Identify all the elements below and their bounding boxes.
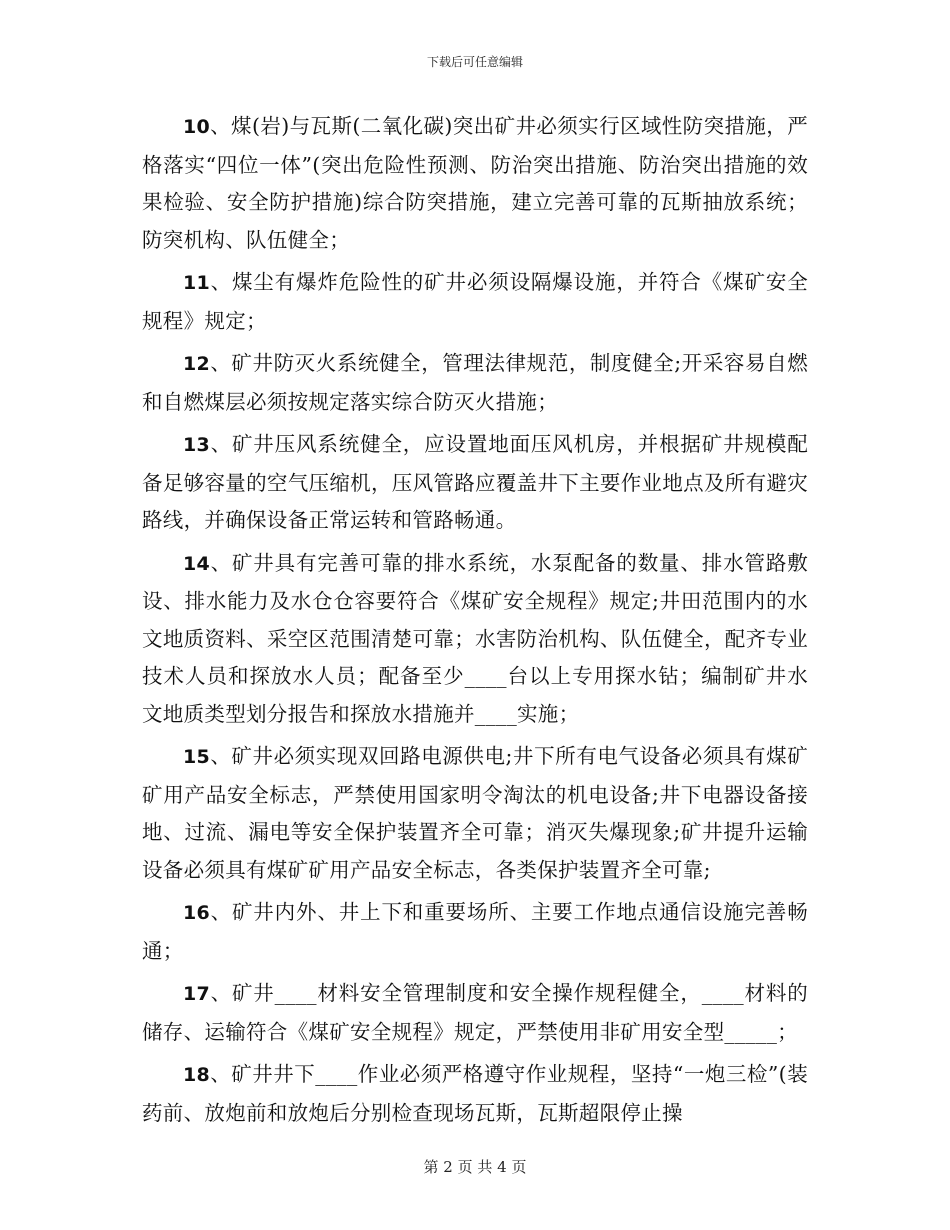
paragraph-10 xyxy=(142,108,808,259)
paragraph-text: 、矿井____材料安全管理制度和安全操作规程健全，____材料的储存、运输符合《煤矿安全规程》规定，严禁使用非矿用安全型_____； xyxy=(142,981,808,1044)
paragraph-text: 、矿井内外、井上下和重要场所、主要工作地点通信设施完善畅通； xyxy=(142,900,808,963)
paragraph-number: 12 xyxy=(183,353,211,375)
paragraph-text: 、矿井井下____作业必须严格遵守作业规程，坚持“一炮三检”(装药前、放炮前和放炮后分别检查现场瓦斯，瓦斯超限停止操 xyxy=(142,1062,808,1125)
paragraph-14 xyxy=(142,545,808,734)
paragraph-16 xyxy=(142,894,808,970)
page-footer: 第 2 页 共 4 页 xyxy=(423,1158,527,1176)
paragraph-12 xyxy=(142,345,808,421)
paragraph-11 xyxy=(142,264,808,340)
paragraph-13 xyxy=(142,426,808,540)
paragraph-text: 、煤尘有爆炸危险性的矿井必须设隔爆设施，并符合《煤矿安全规程》规定； xyxy=(142,270,808,333)
paragraph-number: 17 xyxy=(183,983,211,1005)
paragraph-17 xyxy=(142,975,808,1051)
page-header: 下载后可任意编辑 xyxy=(426,55,523,69)
paragraph-18 xyxy=(142,1056,808,1132)
paragraph-number: 18 xyxy=(183,1064,211,1086)
paragraph-text: 、矿井必须实现双回路电源供电;井下所有电气设备必须具有煤矿矿用产品安全标志，严禁使用国家明令淘汰的机电设备;井下电器设备接地、过流、漏电等安全保护装置齐全可靠；消灭失爆现象;矿井提升运输设备必须具有煤矿矿用产品安全标志，各类保护装置齐全可靠; xyxy=(142,744,808,882)
paragraph-number: 10 xyxy=(183,116,211,138)
paragraph-number: 15 xyxy=(183,746,211,768)
paragraph-15 xyxy=(142,738,808,889)
paragraph-number: 14 xyxy=(183,552,211,575)
paragraph-text: 、矿井防灭火系统健全，管理法律规范，制度健全;开采容易自燃和自燃煤层必须按规定落实综合防灭火措施； xyxy=(142,351,808,414)
paragraph-number: 13 xyxy=(183,434,211,456)
paragraph-text: 、煤(岩)与瓦斯(二氧化碳)突出矿井必须实行区域性防突措施，严格落实“四位一体”(突出危险性预测、防治突出措施、防治突出措施的效果检验、安全防护措施)综合防突措施，建立完善可靠的瓦斯抽放系统；防突机构、队伍健全； xyxy=(142,114,808,252)
paragraph-text: 、矿井压风系统健全，应设置地面压风机房，并根据矿井规模配备足够容量的空气压缩机，压风管路应覆盖井下主要作业地点及所有避灾路线，并确保设备正常运转和管路畅通。 xyxy=(142,432,808,532)
document-body xyxy=(142,108,808,1137)
paragraph-number: 11 xyxy=(183,272,211,294)
paragraph-text: 、矿井具有完善可靠的排水系统，水泵配备的数量、排水管路敷设、排水能力及水仓仓容要符合《煤矿安全规程》规定;井田范围内的水文地质资料、采空区范围清楚可靠；水害防治机构、队伍健全，配齐专业技术人员和探放水人员；配备至少____台以上专用探水钻；编制矿井水文地质类型划分报告和探放水措施并____实施； xyxy=(142,550,808,726)
paragraph-number: 16 xyxy=(183,902,211,924)
